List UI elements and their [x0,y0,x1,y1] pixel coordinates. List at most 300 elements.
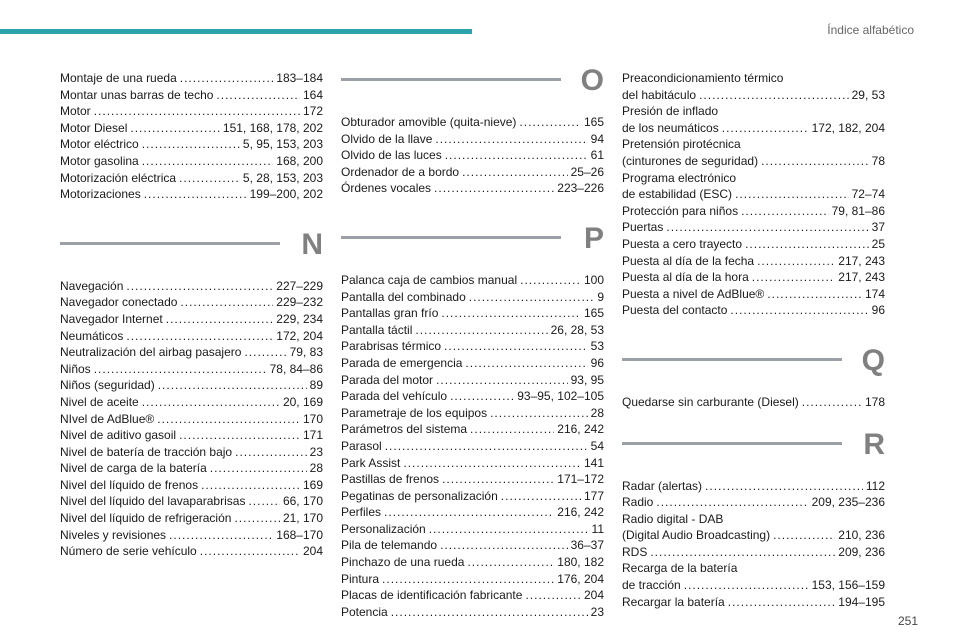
index-entry [60,477,323,494]
leader-dots [415,322,547,339]
index-entry [341,305,604,322]
entry-term: Quedarse sin carburante (Diesel) [622,394,799,409]
entry-term: Montaje de una rueda [60,71,177,85]
entry-pages: 223–226 [557,181,604,196]
entry-pages: 9 [597,289,604,304]
index-entry [622,494,885,511]
entry-pages: 216, 242 [557,422,604,437]
entry-term: Palanca caja de cambios manual [341,272,518,287]
index-entry [60,394,323,411]
leader-dots [130,120,220,137]
entry-pages: 28 [590,405,604,420]
entry-term: Pantalla del combinado [341,289,466,304]
entry-term: Recargar la batería [622,594,725,609]
leader-dots [735,186,849,203]
index-entry [60,278,323,295]
entry-pages: 180, 182 [557,555,604,570]
index-entry [341,338,604,355]
leader-dots [179,427,300,444]
entry-pages: 177 [583,488,604,503]
entry-term: Niños (seguridad) [60,378,155,393]
index-entry [341,147,604,164]
leader-dots [94,103,300,120]
entry-term: RDS [622,544,648,559]
index-entry [622,153,885,170]
entry-term: Motor eléctrico [60,137,139,152]
section-letter: O [580,64,604,97]
entry-term: Obturador amovible (quita-nieve) [341,115,517,129]
leader-dots [391,604,588,621]
index-entry [60,294,323,311]
section-header-n [60,227,323,278]
index-entry [60,527,323,544]
index-entry [622,269,885,286]
section-divider [341,236,561,239]
leader-dots [201,477,300,494]
index-entry [622,286,885,303]
leader-dots [650,544,835,561]
index-column-2 [341,64,604,620]
entry-term: Olvido de la llave [341,131,433,146]
entry-pages: 151, 168, 178, 202 [222,120,323,135]
entry-term: Navegador Internet [60,311,163,326]
leader-dots [216,87,300,104]
entry-term: Protección para niños [622,203,739,218]
entry-pages: 229, 234 [276,311,323,326]
entry-term: Puertas [622,220,664,235]
entry-pages: 94 [590,131,604,146]
leader-dots [126,328,273,345]
entry-pages: 28 [309,461,323,476]
entry-pages: 210, 236 [838,528,885,543]
entry-pages: 78, 84–86 [269,361,323,376]
entry-term: Pila de telemando [341,538,438,553]
index-entry [341,521,604,538]
index-entry [341,554,604,571]
leader-dots [429,521,589,538]
section-letter: Q [861,343,885,377]
entries-p [341,272,604,620]
entry-pages: 171 [302,428,323,443]
entry-term: Motor Diesel [60,120,128,135]
entry-pages: 79, 81–86 [831,203,885,218]
leader-dots [403,455,581,472]
entry-term: (Digital Audio Broadcasting) [622,528,771,543]
leader-dots [179,170,240,187]
index-entry [341,604,604,621]
entry-pages: 93–95, 102–105 [517,389,604,404]
entry-pages: 176, 204 [557,571,604,586]
leader-dots [234,510,280,527]
entry-term: Montar unas barras de techo [60,87,214,102]
index-entry [622,87,885,104]
index-entry [341,405,604,422]
entry-term: Potencia [341,604,388,619]
index-entry [622,478,885,495]
entry-pages: 26, 28, 53 [550,322,604,337]
section-divider [622,358,842,361]
index-entry [341,587,604,604]
entry-term: Puesta a nivel de AdBlue® [622,286,765,301]
index-entry [60,136,323,153]
entry-pages: 199–200, 202 [249,187,323,202]
index-entry [341,438,604,455]
entry-pages: 174 [864,286,885,301]
index-entry [60,170,323,187]
leader-dots [752,269,836,286]
leader-dots [200,543,300,560]
entry-term: Número de serie vehículo [60,544,197,559]
entry-term: Olvido de las luces [341,148,442,163]
entry-pages: 20, 169 [282,394,323,409]
index-entry [622,219,885,236]
section-header-r [622,427,885,478]
entry-pages: 168, 200 [276,153,323,168]
entry-pages: 171–172 [557,472,604,487]
entry-pages: 61 [590,148,604,163]
entry-term: Pegatinas de personalización [341,488,498,503]
section-divider [60,242,280,245]
index-entry [60,543,323,560]
index-entry-heading: Recarga de la batería [622,561,738,576]
index-entry-heading: Presión de inflado [622,104,719,119]
entry-term: Parabrisas térmico [341,339,442,354]
entry-pages: 36–37 [570,538,604,553]
entry-term: Personalización [341,521,426,536]
index-entry [622,302,885,319]
index-entry [60,344,323,361]
entry-pages: 72–74 [851,187,885,202]
index-entry [341,537,604,554]
index-entry [622,394,885,411]
index-entry [341,114,604,131]
entry-pages: 194–195 [838,594,885,609]
entry-pages: 96 [871,303,885,318]
index-entry [341,504,604,521]
entry-pages: 183–184 [276,71,323,85]
entry-pages: 168–170 [276,527,323,542]
entry-term: Pantallas gran frío [341,306,439,321]
leader-dots [761,153,869,170]
entry-pages: 164 [302,87,323,102]
index-entry [341,164,604,181]
entry-pages: 89 [309,378,323,393]
index-entry [341,289,604,306]
entry-term: Parada del vehículo [341,389,448,404]
leader-dots [442,471,554,488]
section-divider [622,442,842,445]
entries-n [60,278,323,560]
index-entry [60,186,323,203]
leader-dots [384,504,554,521]
entry-term: Parametraje de los equipos [341,405,488,420]
leader-dots [441,305,581,322]
leader-dots [767,286,862,303]
index-entry [60,153,323,170]
index-entry-heading: Preacondicionamiento térmico [622,71,784,85]
entry-pages: 23 [590,604,604,619]
entry-pages: 79, 83 [289,345,323,360]
entry-pages: 178 [864,394,885,409]
index-entry [341,571,604,588]
section-letter: N [301,227,323,261]
entry-term: Perfiles [341,505,382,520]
index-entry [341,388,604,405]
index-column-3 [622,70,885,610]
entry-term: Pastillas de frenos [341,472,440,487]
leader-dots [802,394,862,411]
entry-pages: 153, 156–159 [811,578,885,593]
leader-dots [465,355,587,372]
leader-dots [126,278,273,295]
index-entry-heading: Radio digital - DAB [622,511,724,526]
leader-dots [462,164,568,181]
section-divider [341,78,561,81]
leader-dots [656,494,808,511]
index-entry [622,253,885,270]
leader-dots [467,554,554,571]
entry-term: Puesta al día de la hora [622,270,749,285]
entry-term: Pintura [341,571,380,586]
index-entry [341,421,604,438]
entry-pages: 29, 53 [851,87,885,102]
entry-term: Parada de emergencia [341,355,463,370]
section-letter: R [863,427,885,461]
index-column-1 [60,70,323,560]
index-entry [341,372,604,389]
entry-pages: 170 [302,411,323,426]
leader-dots [157,411,300,428]
entry-term: Navegación [60,278,124,293]
leader-dots [169,527,273,544]
index-entry [622,186,885,203]
index-entry [341,272,604,289]
entry-pages: 209, 235–236 [811,495,885,510]
entry-pages: 204 [583,588,604,603]
entry-term: Parámetros del sistema [341,422,468,437]
entry-pages: 37 [871,220,885,235]
entry-term: NIvel de AdBlue® [60,411,155,426]
entry-term: Nivel de carga de la batería [60,461,207,476]
leader-dots [705,478,863,495]
entry-term: de los neumáticos [622,120,719,135]
entry-term: Nivel de aceite [60,394,139,409]
index-entry-heading: Programa electrónico [622,170,737,185]
index-entry [341,355,604,372]
entry-term: Placas de identificación fabricante [341,588,523,603]
entry-pages: 25–26 [570,164,604,179]
index-entry [60,311,323,328]
leader-dots [180,294,273,311]
leader-dots [434,180,554,197]
index-entry [341,322,604,339]
entry-term: Puesta a cero trayecto [622,236,743,251]
leader-dots [520,272,581,289]
entry-pages: 172 [302,104,323,119]
leader-dots [490,405,588,422]
leader-dots [235,444,307,461]
entry-term: Ordenador de a bordo [341,164,460,179]
leader-dots [385,438,588,455]
entry-pages: 11 [591,521,604,536]
entries-p-rest [622,203,885,319]
leader-dots [436,372,568,389]
index-entry [60,87,323,104]
entry-term: Radar (alertas) [622,478,703,493]
entry-pages: 227–229 [276,278,323,293]
entry-pages: 172, 204 [276,328,323,343]
leader-dots [745,236,869,253]
index-entry [60,120,323,137]
index-entry [341,180,604,197]
leader-dots [166,311,274,328]
index-entry [622,120,885,137]
entries-q [622,394,885,411]
index-entry [60,427,323,444]
entry-term: de tracción [622,578,681,593]
index-entry [622,577,885,594]
entry-pages: 78 [871,153,885,168]
index-entry [622,594,885,611]
entry-term: (cinturones de seguridad) [622,153,759,168]
section-letter: P [583,221,604,255]
index-entry [341,488,604,505]
leader-dots [435,131,587,148]
leader-dots [757,253,835,270]
entry-pages: 217, 243 [838,253,885,268]
entry-pages: 165 [583,115,604,129]
leader-dots [142,153,274,170]
entry-pages: 100 [583,272,604,287]
entry-pages: 141 [583,455,604,470]
entry-pages: 216, 242 [557,505,604,520]
entry-term: Nivel del líquido de frenos [60,477,199,492]
leader-dots [445,147,588,164]
leader-dots [501,488,581,505]
leader-dots [722,120,809,137]
entry-pages: 209, 236 [838,544,885,559]
leader-dots [144,186,247,203]
entry-pages: 54 [590,438,604,453]
leader-dots [158,377,307,394]
entry-term: Nivel del líquido del lavaparabrisas [60,494,246,509]
index-entry-heading: Pretensión pirotécnica [622,137,741,152]
leader-dots [525,587,581,604]
index-entry [60,510,323,527]
leader-dots [382,571,554,588]
index-entry [60,460,323,477]
header-accent-bar [0,29,472,34]
leader-dots [444,338,588,355]
entry-term: Park Assist [341,455,401,470]
leader-dots [440,537,568,554]
section-header-p [341,221,604,272]
leader-dots [741,203,829,220]
leader-dots [142,136,240,153]
index-entry [60,70,323,87]
index-entry [622,236,885,253]
entry-term: Motorizaciones [60,187,141,202]
entry-term: Pinchazo de una rueda [341,555,465,570]
entry-term: Motorización eléctrica [60,170,177,185]
page-number: 251 [897,614,918,628]
leader-dots [699,87,849,104]
index-entry [341,471,604,488]
entry-term: Parada del motor [341,372,434,387]
entry-term: Niños [60,361,91,376]
leader-dots [728,594,836,611]
section-header-o [341,64,604,114]
entry-term: Neumáticos [60,328,124,343]
index-entry [60,411,323,428]
leader-dots [469,289,595,306]
entry-pages: 5, 28, 153, 203 [242,170,323,185]
entry-pages: 217, 243 [838,270,885,285]
leader-dots [248,493,280,510]
leader-dots [684,577,809,594]
index-entry [60,328,323,345]
entry-pages: 93, 95 [570,372,604,387]
leader-dots [94,361,267,378]
leader-dots [470,421,554,438]
entry-term: Órdenes vocales [341,181,432,196]
entry-pages: 21, 170 [282,511,323,526]
index-entry [622,203,885,220]
entry-term: Nivel de aditivo gasoil [60,428,177,443]
index-entry [341,455,604,472]
leader-dots [210,460,307,477]
entry-pages: 204 [302,544,323,559]
entry-pages: 96 [590,355,604,370]
leader-dots [666,219,868,236]
leader-dots [180,70,274,87]
leader-dots [519,114,581,131]
entry-pages: 53 [590,339,604,354]
entry-pages: 25 [871,236,885,251]
index-entry [622,527,885,544]
index-entry [60,377,323,394]
entry-term: Nivel del líquido de refrigeración [60,511,232,526]
leader-dots [730,302,868,319]
index-entry [60,361,323,378]
entry-term: Puesta al día de la fecha [622,253,755,268]
page-header-title: Índice alfabético [827,23,914,37]
entry-pages: 112 [865,478,885,493]
entry-term: Neutralización del airbag pasajero [60,345,242,360]
section-header-q [622,343,885,394]
entry-pages: 172, 182, 204 [811,120,885,135]
leader-dots [244,344,286,361]
entry-term: de estabilidad (ESC) [622,187,733,202]
entry-pages: 5, 95, 153, 203 [242,137,323,152]
entry-term: Nivel de batería de tracción bajo [60,444,233,459]
entry-term: del habitáculo [622,87,697,102]
index-entry [60,103,323,120]
entry-term: Radio [622,495,654,510]
entry-term: Motor gasolina [60,153,139,168]
entry-pages: 165 [583,306,604,321]
entry-term: Navegador conectado [60,295,178,310]
entry-pages: 229–232 [276,295,323,310]
index-entry [60,493,323,510]
leader-dots [142,394,280,411]
leader-dots [773,527,835,544]
leader-dots [450,388,514,405]
entry-term: Pantalla táctil [341,322,413,337]
index-entry [341,131,604,148]
entries-o [341,114,604,197]
entry-term: Puesta del contacto [622,303,728,318]
